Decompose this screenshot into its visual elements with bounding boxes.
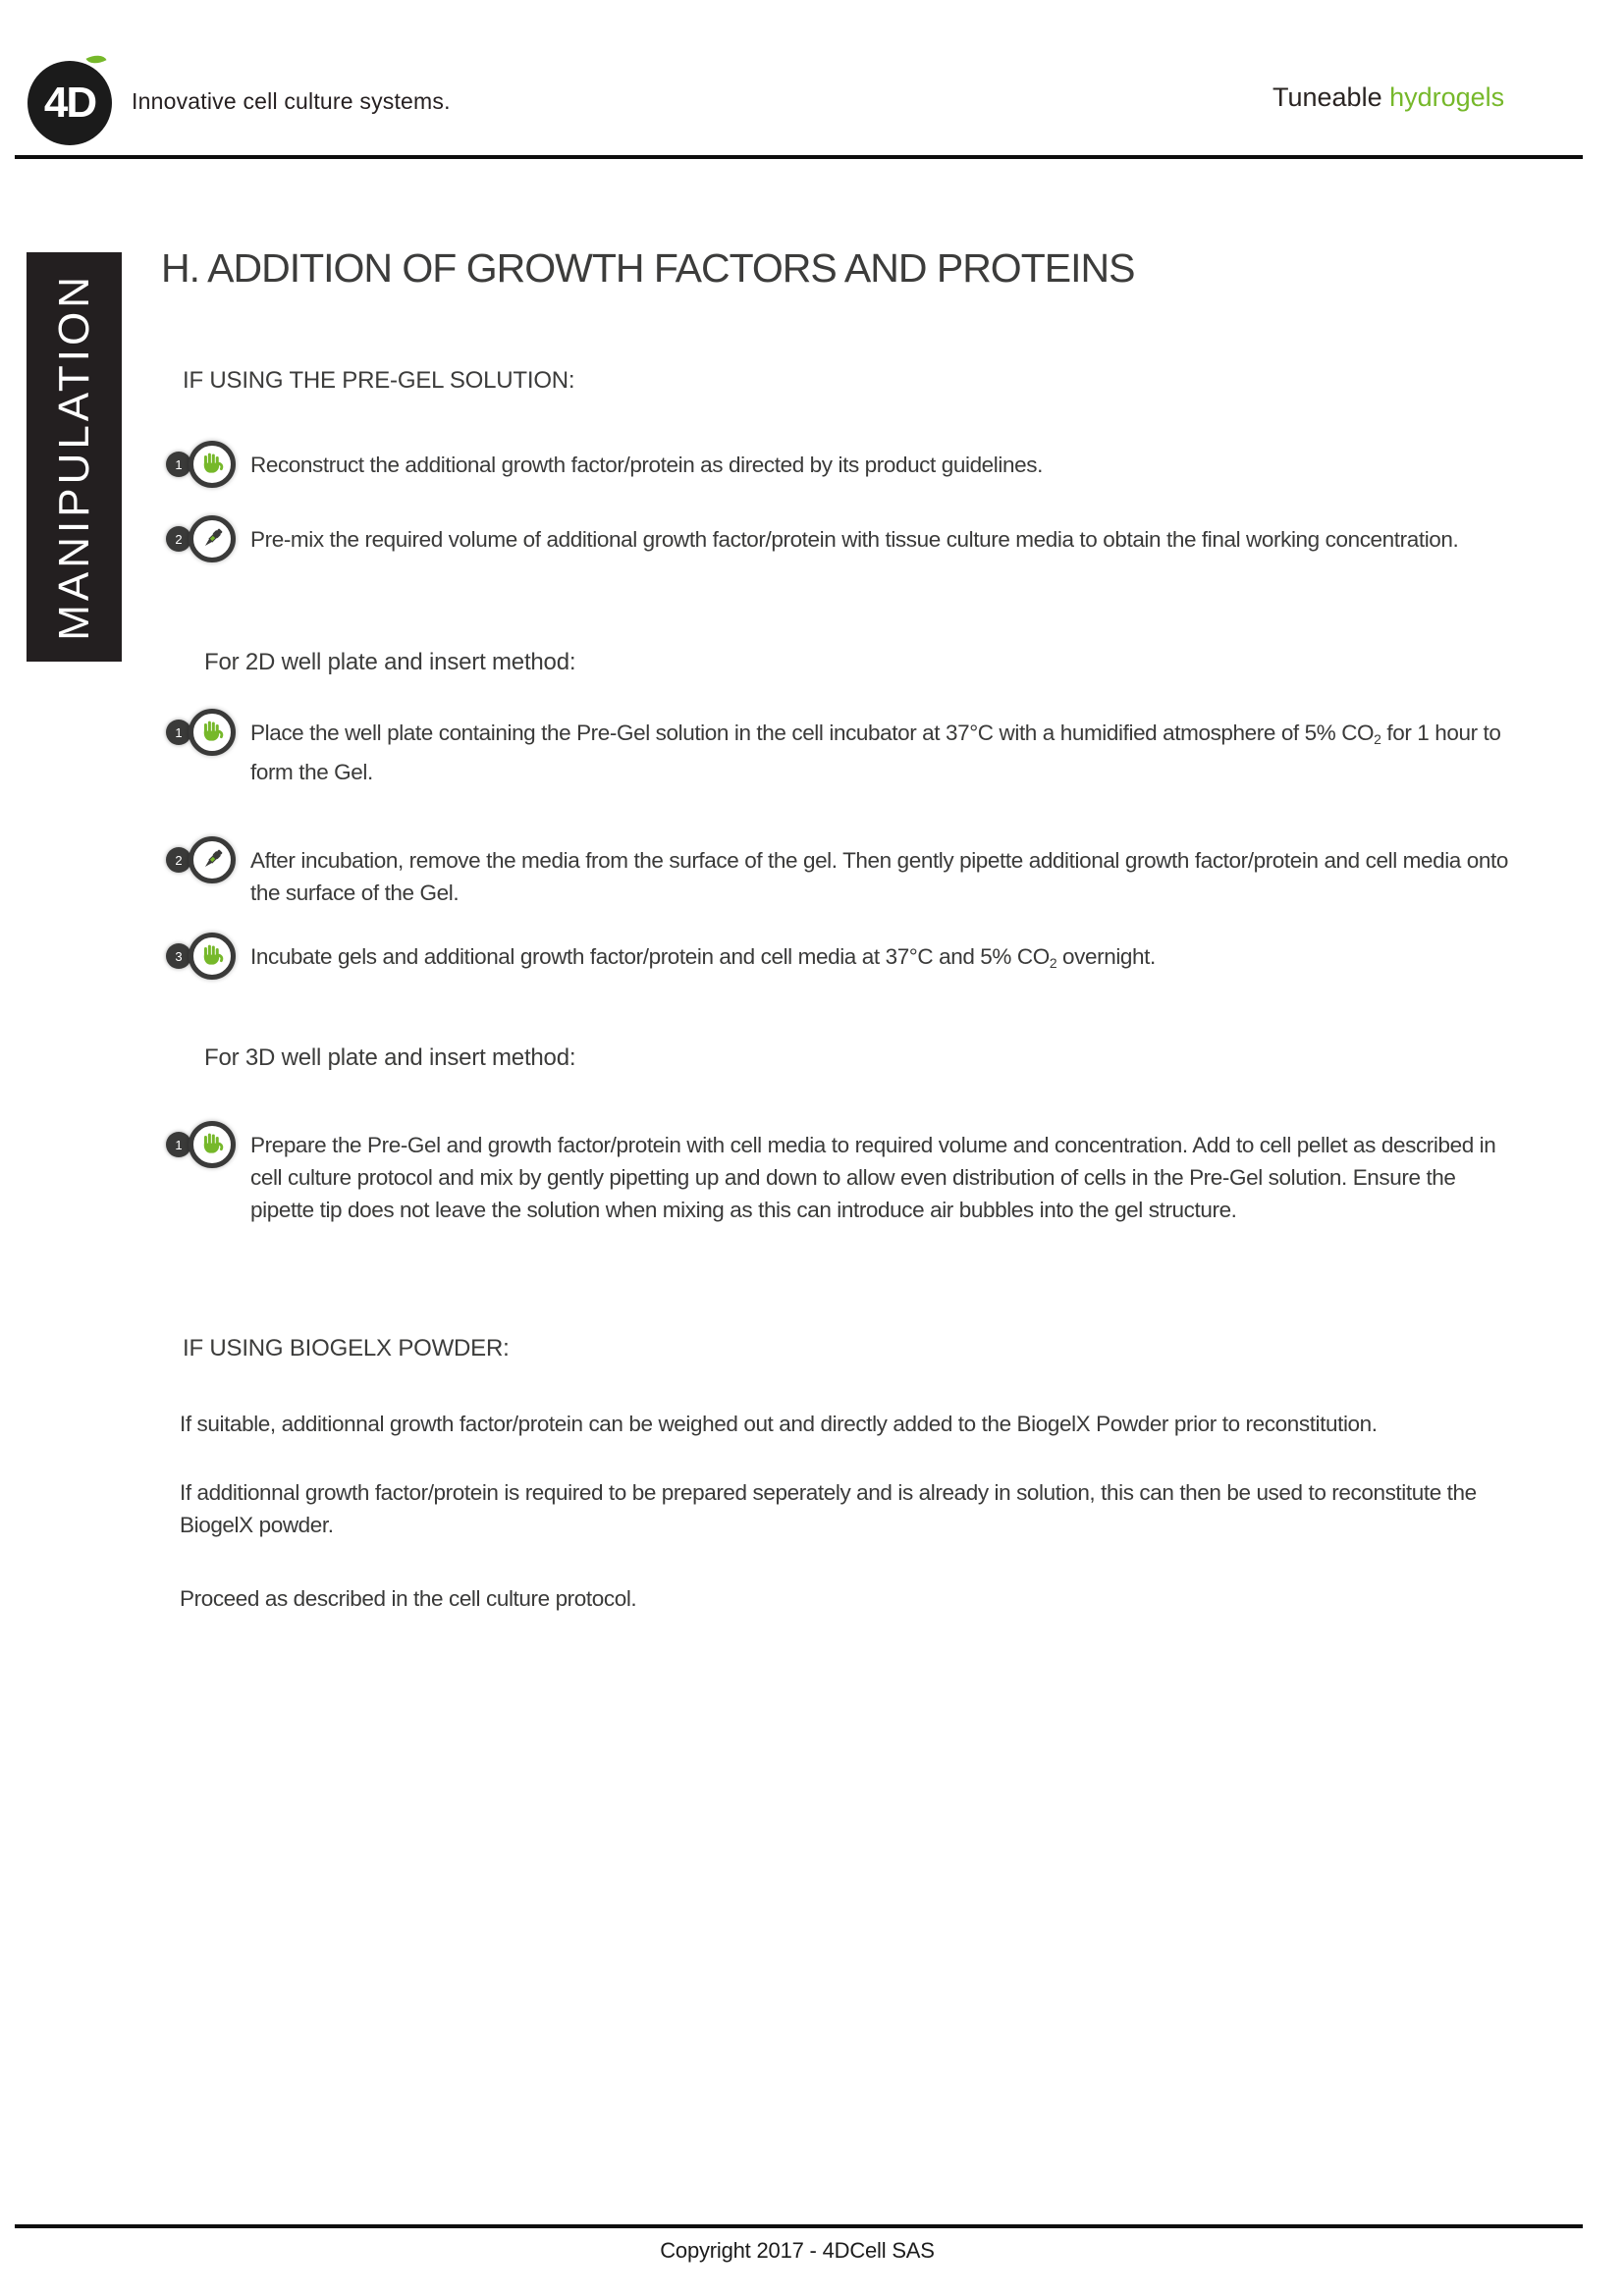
- chapter-tab: [27, 252, 122, 662]
- powder-paragraph-3: Proceed as described in the cell culture protocol.: [180, 1586, 637, 1611]
- powder-paragraph-1: If suitable, additionnal growth factor/protein can be weighed out and directly added to the BiogelX Powder prior to reconstitution.: [180, 1412, 1378, 1436]
- footer-divider: [15, 2224, 1583, 2228]
- heading-2d-method: For 2D well plate and insert method:: [204, 649, 576, 675]
- tagline-dark: Tuneable: [1272, 82, 1382, 112]
- header-divider: [15, 155, 1583, 159]
- product-tagline: [1272, 82, 1504, 113]
- step-text: Place the well plate containing the Pre-Gel solution in the cell incubator at 37°C with a humidified atmosphere of 5% CO2 for 1 hour to form the Gel.: [250, 721, 1501, 785]
- heading-biogelx-powder: IF USING BIOGELX POWDER:: [183, 1335, 510, 1362]
- co2-subscript: 2: [1049, 955, 1057, 972]
- tagline-green: hydrogels: [1389, 82, 1505, 112]
- step-text: Reconstruct the additional growth factor/protein as directed by its product guidelines.: [250, 453, 1043, 477]
- co2-subscript: 2: [1374, 731, 1381, 748]
- step-text: Pre-mix the required volume of additional growth factor/protein with tissue culture media to obtain the final working concentration.: [250, 527, 1459, 552]
- pipette-icon: [197, 845, 227, 875]
- step-text: After incubation, remove the media from the surface of the gel. Then gently pipette additional growth factor/protein and cell media onto the surface of the Gel.: [250, 848, 1508, 905]
- chapter-label: MANIPULATION: [49, 273, 98, 641]
- step-pregel-2: [165, 515, 1520, 556]
- copyright-text: Copyright 2017 - 4DCell SAS: [660, 2238, 935, 2263]
- step-pregel-1: [165, 441, 1520, 481]
- logo-text: 4D: [43, 79, 96, 127]
- step-text: Prepare the Pre-Gel and growth factor/protein with cell media to required volume and concentration. Add to cell pellet as described in cell culture protocol and mix by gently pipetting up and down to allow even distribution of cells in the Pre-Gel solution. Ensure the pipette tip does not leave the solution when mixing as this can introduce air bubbles into the gel structure.: [250, 1133, 1496, 1222]
- step-number-badge: 1: [166, 1132, 191, 1157]
- company-logo: [27, 61, 112, 145]
- pipette-icon: [197, 524, 227, 554]
- hand-icon: [197, 450, 227, 479]
- step-number-badge: 1: [166, 452, 191, 477]
- hand-icon: [197, 941, 227, 971]
- step-number-badge: 3: [166, 943, 191, 969]
- step-3d-1: [165, 1121, 1520, 1226]
- step-number-badge: 2: [166, 526, 191, 552]
- step-number-badge: 2: [166, 847, 191, 873]
- heading-3d-method: For 3D well plate and insert method:: [204, 1044, 576, 1071]
- step-2d-3: [165, 933, 1520, 980]
- page-title: H. ADDITION OF GROWTH FACTORS AND PROTEINS: [161, 245, 1135, 291]
- powder-paragraph-2: If additionnal growth factor/protein is required to be prepared seperately and is already in solution, this can then be used to reconstitute the BiogelX powder.: [180, 1480, 1477, 1537]
- brand-slogan: Innovative cell culture systems.: [132, 88, 451, 114]
- hand-icon: [197, 1130, 227, 1159]
- step-2d-1: [165, 709, 1520, 788]
- heading-pregel: IF USING THE PRE-GEL SOLUTION:: [183, 367, 575, 394]
- step-2d-2: [165, 836, 1520, 909]
- step-text: Incubate gels and additional growth factor/protein and cell media at 37°C and 5% CO2 overnight.: [250, 944, 1156, 972]
- step-number-badge: 1: [166, 720, 191, 745]
- hand-icon: [197, 718, 227, 747]
